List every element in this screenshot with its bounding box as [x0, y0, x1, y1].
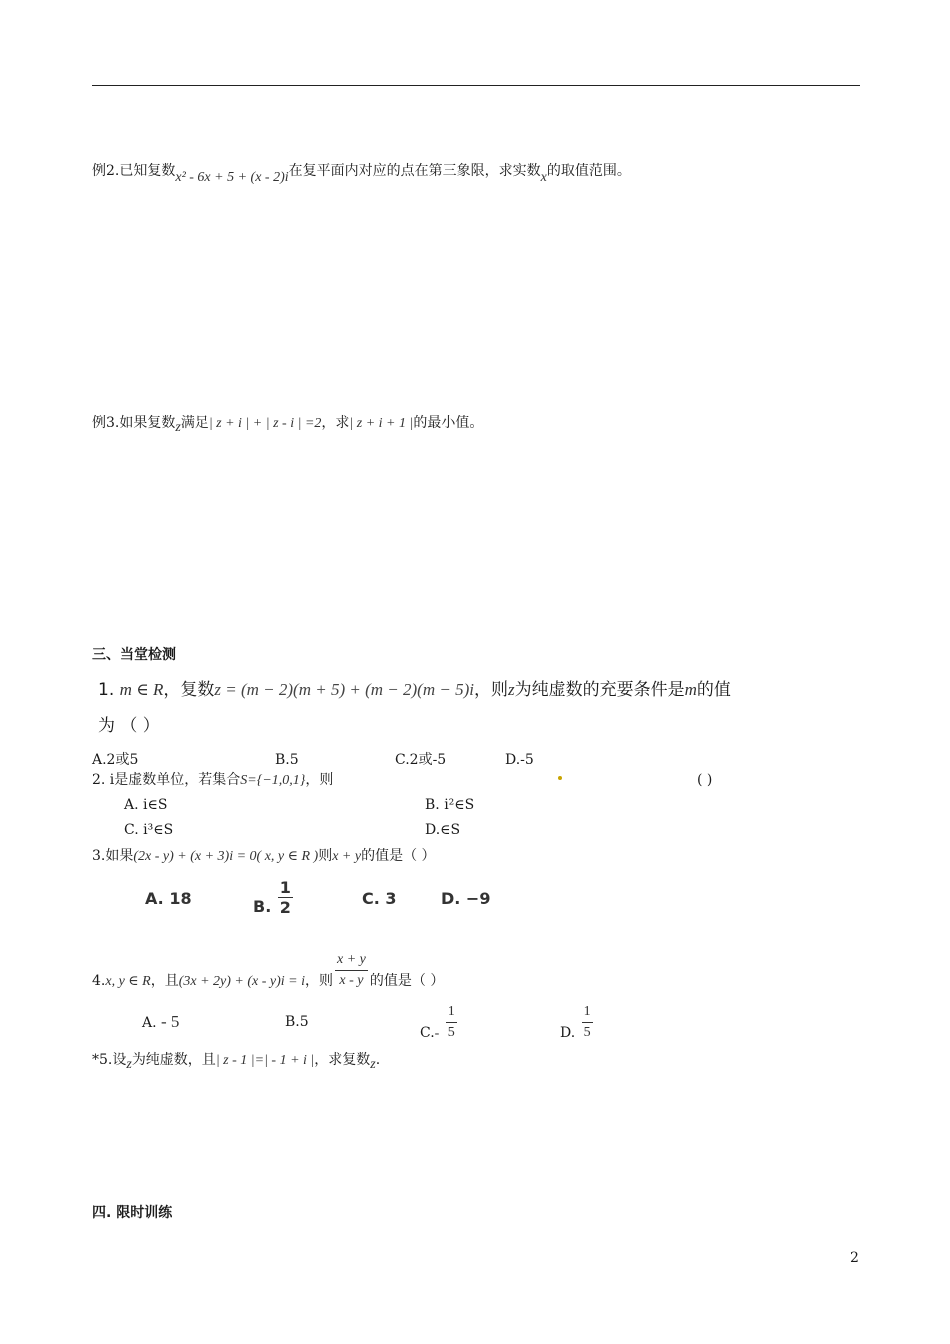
q3-option-c: C. 3 — [362, 889, 397, 908]
q1-option-d: D.-5 — [505, 752, 534, 768]
header-rule — [92, 85, 860, 86]
example-3-ask: ，求 — [321, 415, 350, 431]
q3-sum: x + y — [332, 849, 362, 864]
q4-expression: (3x + 2y) + (x - y)i = i — [178, 973, 305, 989]
section-4-title: 四. 限时训练 — [92, 1205, 173, 1221]
page-number: 2 — [850, 1250, 859, 1266]
example-2-variable: x — [540, 170, 547, 185]
q4-option-b: B.5 — [285, 1014, 309, 1030]
q5-variable: z — [126, 1057, 132, 1072]
q2-text: 2. i是虚数单位，若集合 — [92, 772, 241, 788]
q3-suffix: 的值是（ ） — [361, 848, 436, 864]
q5-prefix: *5.设 — [92, 1052, 127, 1068]
q5-text-2: 为纯虚数，且 — [131, 1052, 216, 1068]
q3-option-b-fraction: $\frac{1}{2}$ — [279, 878, 291, 917]
q5-end: . — [375, 1052, 381, 1068]
section-3-title: 三、当堂检测 — [92, 647, 176, 663]
q4-option-a: A. - 5 — [142, 1012, 180, 1031]
q1-option-b: B.5 — [275, 752, 299, 768]
q4-option-c: C.- $\frac{1}{5}$ — [420, 1002, 459, 1043]
q5-variable-2: z — [370, 1057, 376, 1072]
q4-suffix: 的值是（ ） — [369, 972, 445, 989]
example-2-suffix: 的取值范围。 — [546, 163, 631, 179]
q1-text-3: 为纯虚数的充要条件是 — [514, 680, 685, 700]
q1-number: 1. — [98, 680, 115, 700]
q1-text-1: ，复数 — [163, 680, 215, 700]
q1-z: z — [507, 680, 515, 699]
q1-text-2: ，则 — [473, 680, 508, 700]
q3-prefix: 3.如果 — [92, 848, 134, 864]
example-2-expression: x² - 6x + 5 + (x - 2)i — [175, 170, 289, 185]
q5-text-3: ，求复数 — [314, 1052, 371, 1068]
question-1 — [98, 678, 731, 702]
question-5 — [92, 1050, 380, 1071]
example-3-suffix: 的最小值。 — [413, 415, 484, 431]
q3-option-a: A. 18 — [145, 889, 192, 908]
example-3-expression: | z + i + 1 | — [349, 416, 414, 431]
q4-option-d-fraction: $\frac{1}{5}$ — [583, 1004, 591, 1040]
q4-prefix: 4. — [92, 972, 106, 989]
q4-option-c-fraction: $\frac{1}{5}$ — [447, 1004, 455, 1040]
q4-condition: x, y ∈ R — [105, 973, 151, 989]
example-3-variable: z — [175, 420, 181, 435]
example-3 — [92, 413, 483, 434]
q2-option-c: C. i³∈S — [124, 822, 174, 838]
q2-option-d: D.∈S — [425, 822, 461, 838]
q2-answer-paren: ( ) — [697, 772, 713, 788]
q3-option-d: D. −9 — [441, 889, 491, 908]
example-2 — [92, 161, 631, 185]
q3-text-2: 则 — [318, 848, 333, 864]
q1-expression: z = (m − 2)(m + 5) + (m − 2)(m − 5)i — [214, 680, 474, 699]
q2-set: S={−1,0,1} — [240, 773, 306, 788]
q4-option-d: D. $\frac{1}{5}$ — [560, 1002, 595, 1043]
stray-dot — [558, 776, 562, 780]
q4-text-3: ，则 — [305, 972, 333, 989]
q2-option-b: B. i²∈S — [425, 797, 475, 813]
question-2 — [92, 770, 333, 791]
q2-option-a: A. i∈S — [124, 797, 168, 813]
example-3-prefix: 例3.如果复数 — [92, 415, 176, 431]
question-4 — [92, 950, 444, 991]
example-3-condition: | z + i | + | z - i | =2 — [208, 416, 322, 431]
q3-option-b: B. $\frac{1}{2}$ — [253, 878, 291, 917]
q1-m: m — [684, 680, 697, 699]
example-3-middle: 满足 — [180, 415, 209, 431]
example-2-middle: 在复平面内对应的点在第三象限，求实数 — [288, 163, 541, 179]
q3-expression: (2x - y) + (x + 3)i = 0 — [133, 849, 257, 864]
q3-condition: ( x, y ∈ R ) — [256, 849, 319, 864]
q4-fraction: $\frac{x + y}{x - y}$ — [337, 952, 366, 988]
q1-condition: m ∈ R — [119, 680, 164, 699]
q1-text-4: 的值 — [696, 680, 731, 700]
q2-text-2: ，则 — [305, 772, 334, 788]
q1-line-2: 为 （ ） — [98, 716, 160, 736]
q5-condition: | z - 1 |=| - 1 + i | — [215, 1053, 315, 1068]
q1-option-c: C.2或-5 — [395, 752, 447, 768]
question-3 — [92, 846, 436, 867]
example-2-prefix: 例2.已知复数 — [92, 163, 176, 179]
q1-option-a: A.2或5 — [92, 752, 139, 768]
q4-text-2: ，且 — [150, 972, 179, 989]
